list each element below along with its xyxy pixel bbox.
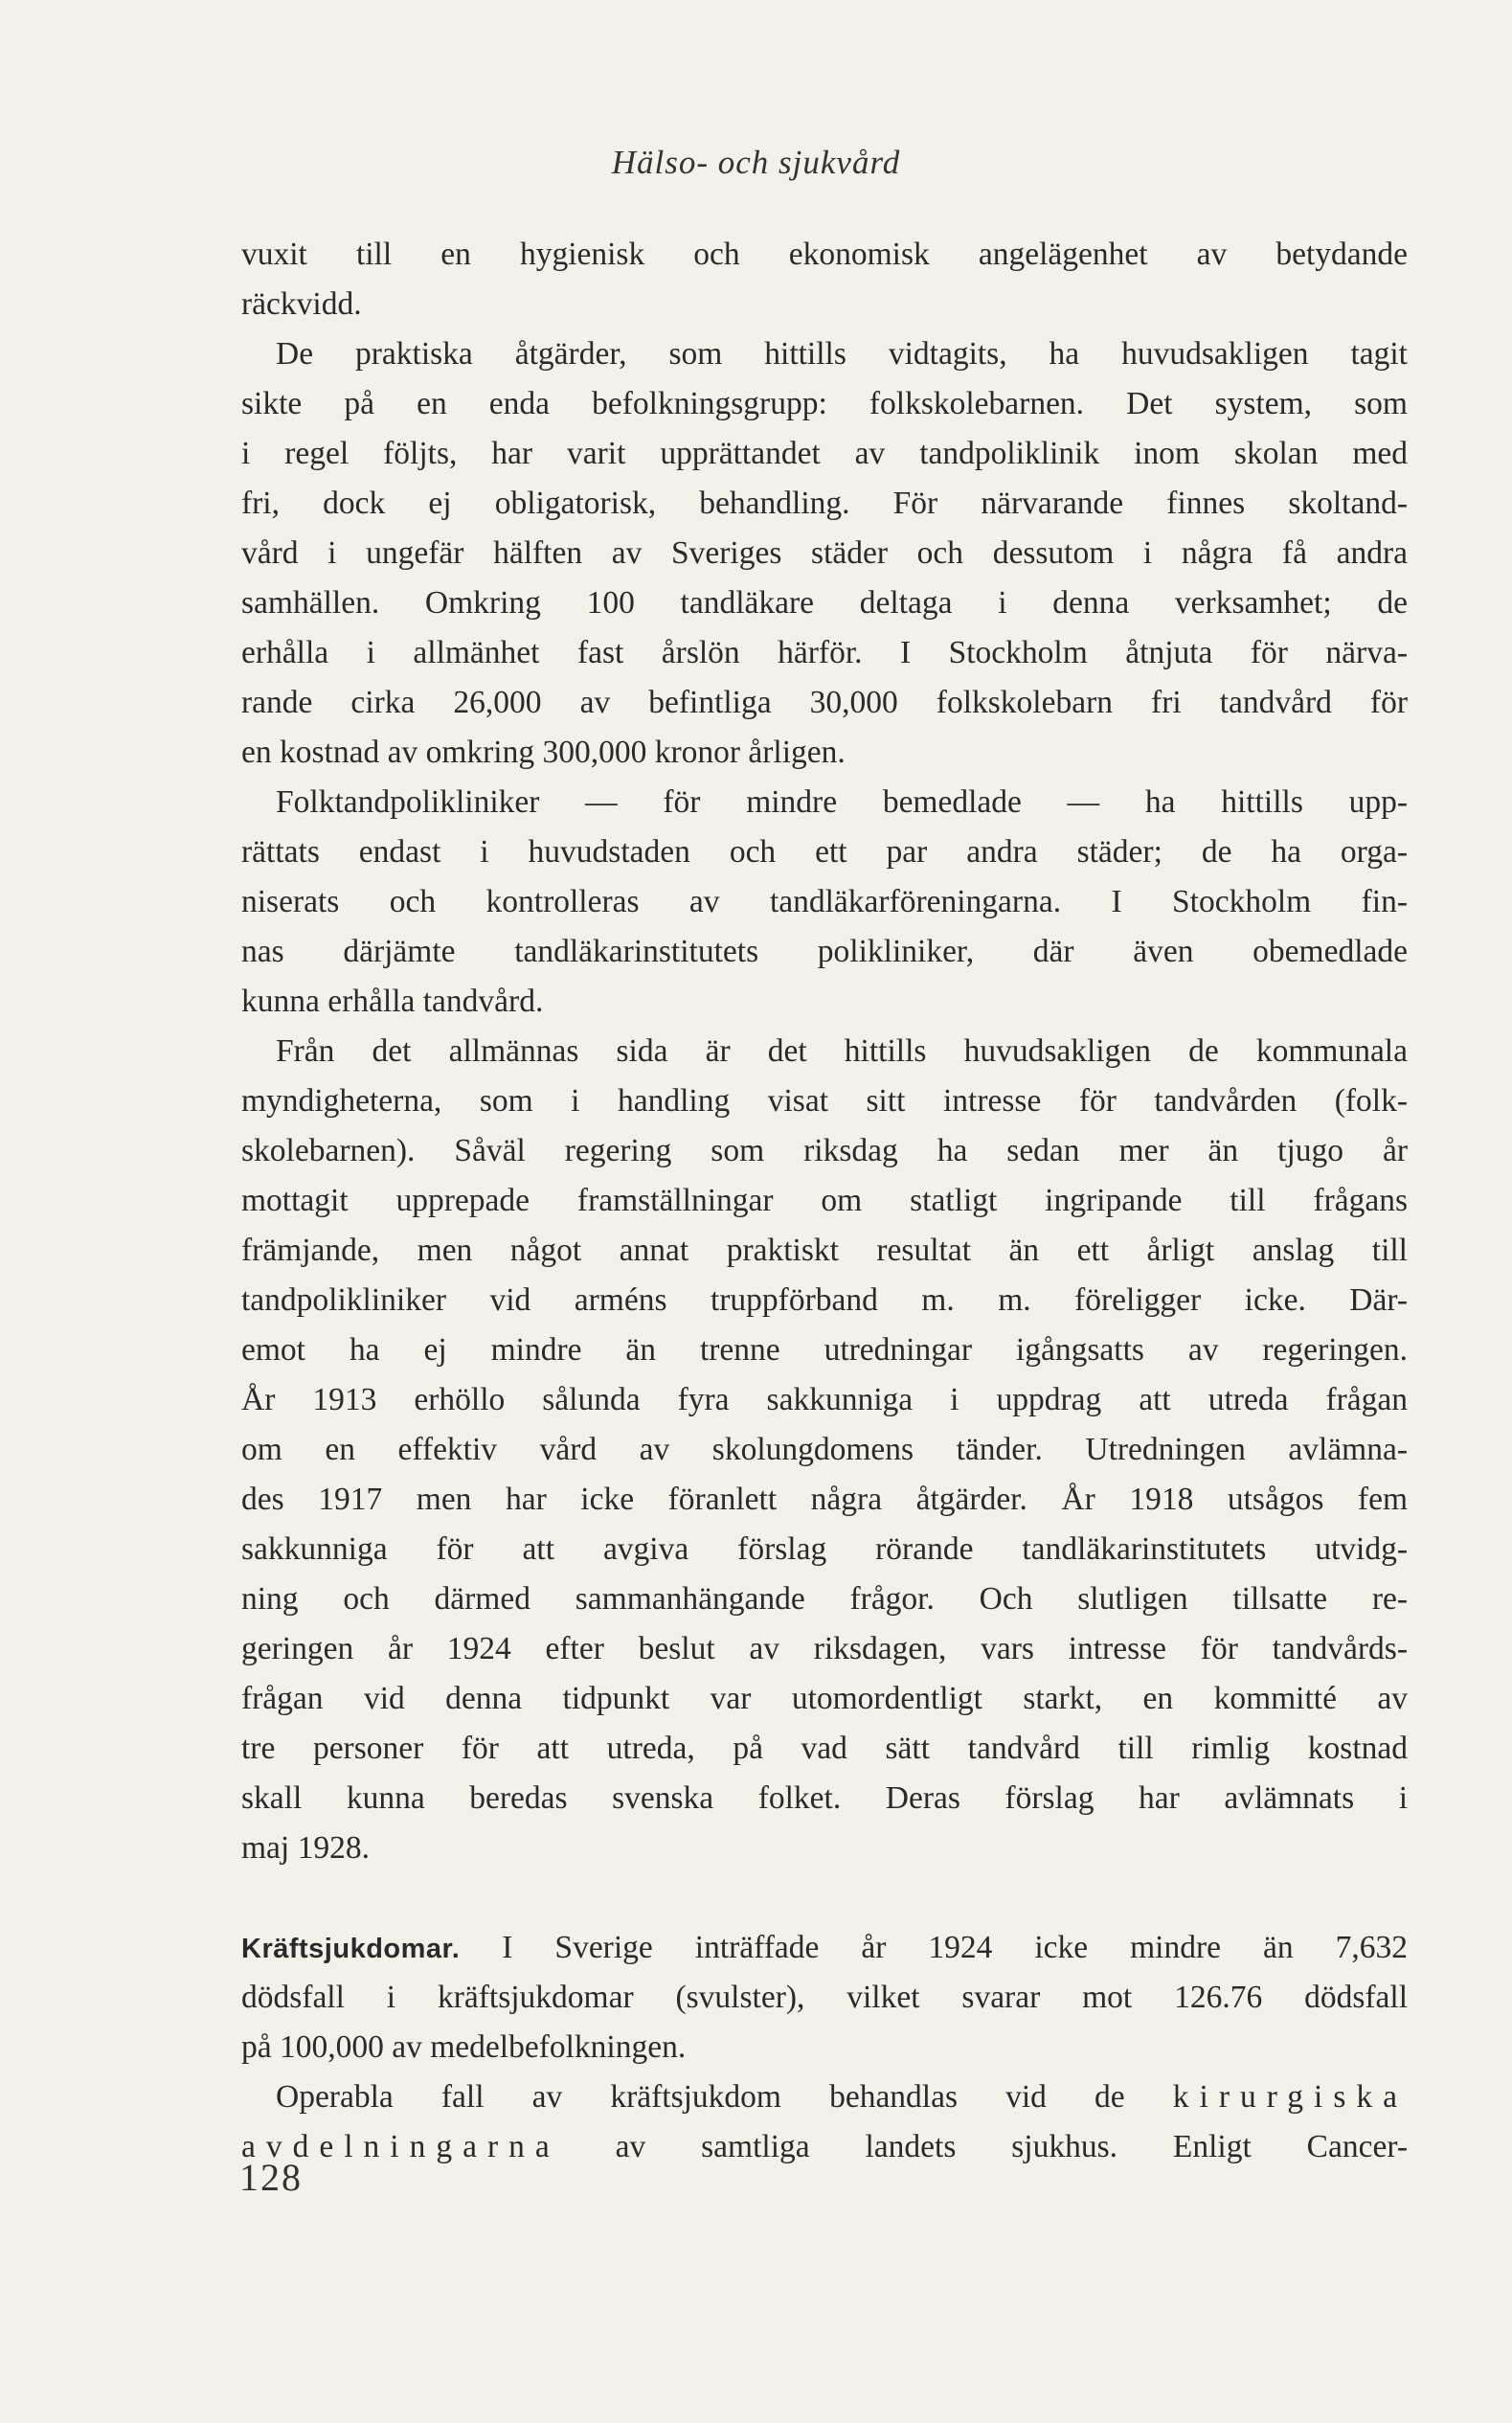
text-line: skolebarnen). Såväl regering som riksdag ha sedan mer än tjugo år <box>241 1133 1408 1168</box>
text-line: maj 1928. <box>241 1830 370 1866</box>
running-head: Hälso- och sjukvård <box>611 144 901 181</box>
text-line: De praktiska åtgärder, som hittills vidtagits, ha huvudsakligen tagit <box>276 336 1408 372</box>
text-line: fri, dock ej obligatorisk, behandling. För närvarande finnes skoltand- <box>241 486 1408 521</box>
text-line: nas därjämte tandläkarinstitutets polikliniker, där även obemedlade <box>241 934 1408 969</box>
section-text: I Sverige inträffade år 1924 icke mindre än 7,632 <box>460 1930 1408 1965</box>
section-line <box>241 2122 1408 2172</box>
text-line: tandpolikliniker vid arméns truppförband m. m. föreligger icke. Där- <box>241 1282 1408 1318</box>
section-line <box>241 1923 1408 1973</box>
text-line: niserats och kontrolleras av tandläkarföreningarna. I Stockholm fin- <box>241 884 1408 919</box>
text-line: vård i ungefär hälften av Sveriges städer och dessutom i några få andra <box>241 535 1408 571</box>
text-line: samhällen. Omkring 100 tandläkare deltaga i denna verksamhet; de <box>241 585 1408 621</box>
text-line: rande cirka 26,000 av befintliga 30,000 folkskolebarn fri tandvård för <box>241 685 1408 720</box>
text-line: geringen år 1924 efter beslut av riksdagen, vars intresse för tandvårds- <box>241 1631 1408 1666</box>
text-line: främjande, men något annat praktiskt resultat än ett årligt anslag till <box>241 1233 1408 1268</box>
text-line: Från det allmännas sida är det hittills huvudsakligen de kommunala <box>276 1033 1408 1069</box>
text-line: en kostnad av omkring 300,000 kronor årligen. <box>241 735 846 770</box>
text-line: År 1913 erhöllo sålunda fyra sakkunniga i uppdrag att utreda frågan <box>241 1382 1408 1417</box>
text-line: tre personer för att utreda, på vad sätt tandvård till rimlig kostnad <box>241 1731 1408 1766</box>
text-line: ning och därmed sammanhängande frågor. Och slutligen tillsatte re- <box>241 1581 1408 1617</box>
text-line: erhålla i allmänhet fast årslön härför. I Stockholm åtnjuta för närva- <box>241 635 1408 670</box>
body-text <box>241 230 1408 2172</box>
text-line: vuxit till en hygienisk och ekonomisk angelägenhet av betydande <box>241 237 1408 272</box>
text-line: räckvidd. <box>241 286 362 322</box>
text-line: Folktandpolikliniker — för mindre bemedlade — ha hittills upp- <box>276 784 1408 820</box>
text-line: mottagit upprepade framställningar om statligt ingripande till frågans <box>241 1183 1408 1218</box>
section-line: dödsfall i kräftsjukdomar (svulster), vilket svarar mot 126.76 dödsfall <box>241 1980 1408 2015</box>
text-line: frågan vid denna tidpunkt var utomordentligt starkt, en kommitté av <box>241 1681 1408 1716</box>
text-line: i regel följts, har varit upprättandet av tandpoliklinik inom skolan med <box>241 436 1408 471</box>
spaced-emphasis: avdelningarna <box>241 2129 560 2164</box>
section-text: Operabla fall av kräftsjukdom behandlas vid de <box>276 2079 1173 2115</box>
text-line: sakkunniga för att avgiva förslag rörande tandläkarinstitutets utvidg- <box>241 1531 1408 1567</box>
spaced-emphasis: kirurgiska <box>1172 2079 1408 2115</box>
section-gap <box>241 1873 1408 1923</box>
text-line: kunna erhålla tandvård. <box>241 984 544 1019</box>
section-line <box>241 2072 1408 2122</box>
text-line: myndigheterna, som i handling visat sitt intresse för tandvården (folk- <box>241 1083 1408 1119</box>
section-text: av samtliga landets sjukhus. Enligt Cancer- <box>559 2129 1408 2164</box>
text-line: emot ha ej mindre än trenne utredningar igångsatts av regeringen. <box>241 1332 1408 1368</box>
section-heading: Kräftsjukdomar. <box>241 1934 461 1964</box>
text-line: sikte på en enda befolkningsgrupp: folkskolebarnen. Det system, som <box>241 386 1408 421</box>
page-number: 128 <box>239 2156 303 2199</box>
text-line: skall kunna beredas svenska folket. Deras förslag har avlämnats i <box>241 1780 1408 1816</box>
text-line: om en effektiv vård av skolungdomens tänder. Utredningen avlämna- <box>241 1432 1408 1467</box>
section-line: på 100,000 av medelbefolkningen. <box>241 2029 687 2065</box>
text-line: des 1917 men har icke föranlett några åtgärder. År 1918 utsågos fem <box>241 1482 1408 1517</box>
text-line: rättats endast i huvudstaden och ett par andra städer; de ha orga- <box>241 834 1408 870</box>
